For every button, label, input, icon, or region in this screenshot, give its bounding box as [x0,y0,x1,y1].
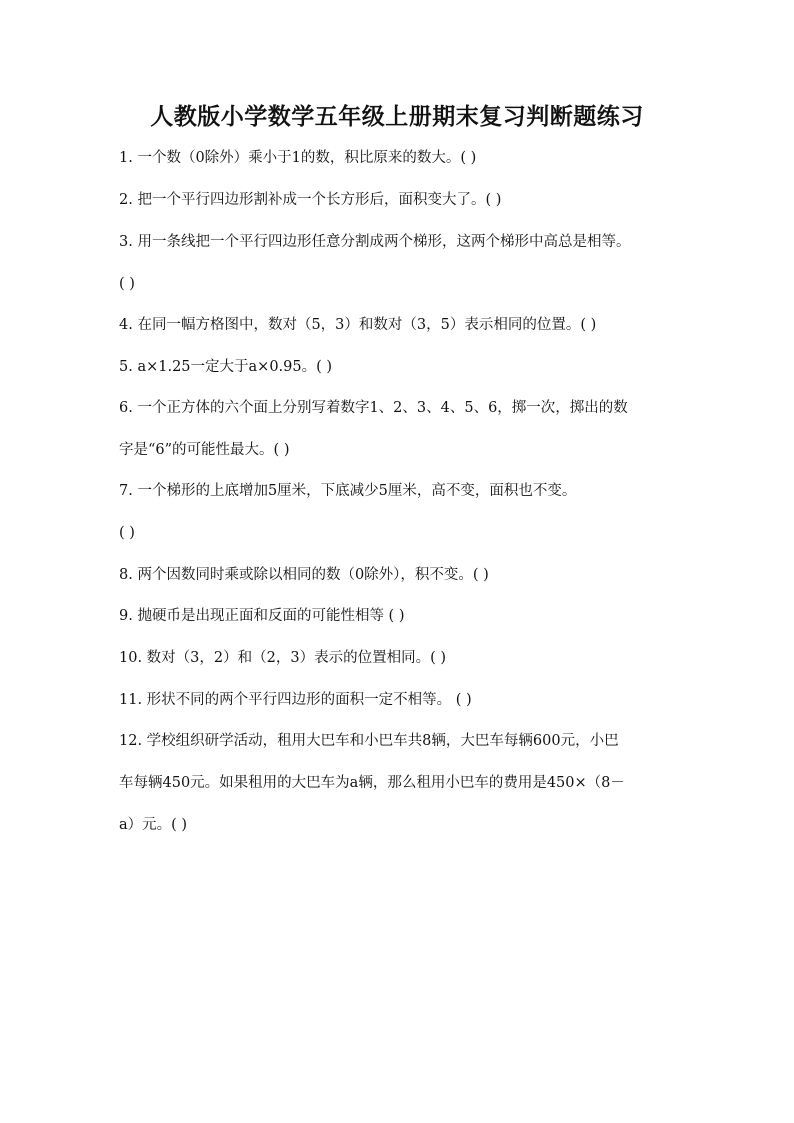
question-9: 9. 抛硬币是出现正面和反面的可能性相等 ( ) [119,608,405,624]
question-11: 11. 形状不同的两个平行四边形的面积一定不相等。 ( ) [119,692,472,708]
question-12-continued: 车每辆450元。如果租用的大巴车为a辆，那么租用小巴车的费用是450×（8－ [119,775,625,791]
question-1: 1. 一个数（0除外）乘小于1的数，积比原来的数大。( ) [119,150,477,166]
question-12: 12. 学校组织研学活动，租用大巴车和小巴车共8辆，大巴车每辆600元，小巴 [119,733,619,749]
question-3: 3. 用一条线把一个平行四边形任意分割成两个梯形，这两个梯形中高总是相等。 [119,234,631,250]
question-4: 4. 在同一幅方格图中，数对（5，3）和数对（3，5）表示相同的位置。( ) [119,317,597,333]
question-6: 6. 一个正方体的六个面上分别写着数字1、2、3、4、5、6，掷一次，掷出的数 [119,400,628,416]
question-2: 2. 把一个平行四边形割补成一个长方形后，面积变大了。( ) [119,192,502,208]
question-12-end: a）元。( ) [119,817,188,833]
question-7: 7. 一个梯形的上底增加5厘米，下底减少5厘米，高不变，面积也不变。 [119,483,577,499]
question-7-answer-blank: ( ) [119,525,135,541]
question-10: 10. 数对（3，2）和（2，3）表示的位置相同。( ) [119,650,446,666]
question-3-answer-blank: ( ) [119,276,135,292]
question-6-continued: 字是“6”的可能性最大。( ) [119,442,290,458]
question-5: 5. a×1.25一定大于a×0.95。( ) [119,359,333,375]
page-title: 人教版小学数学五年级上册期末复习判断题练习 [150,103,644,130]
question-8: 8. 两个因数同时乘或除以相同的数（0除外），积不变。( ) [119,567,489,583]
